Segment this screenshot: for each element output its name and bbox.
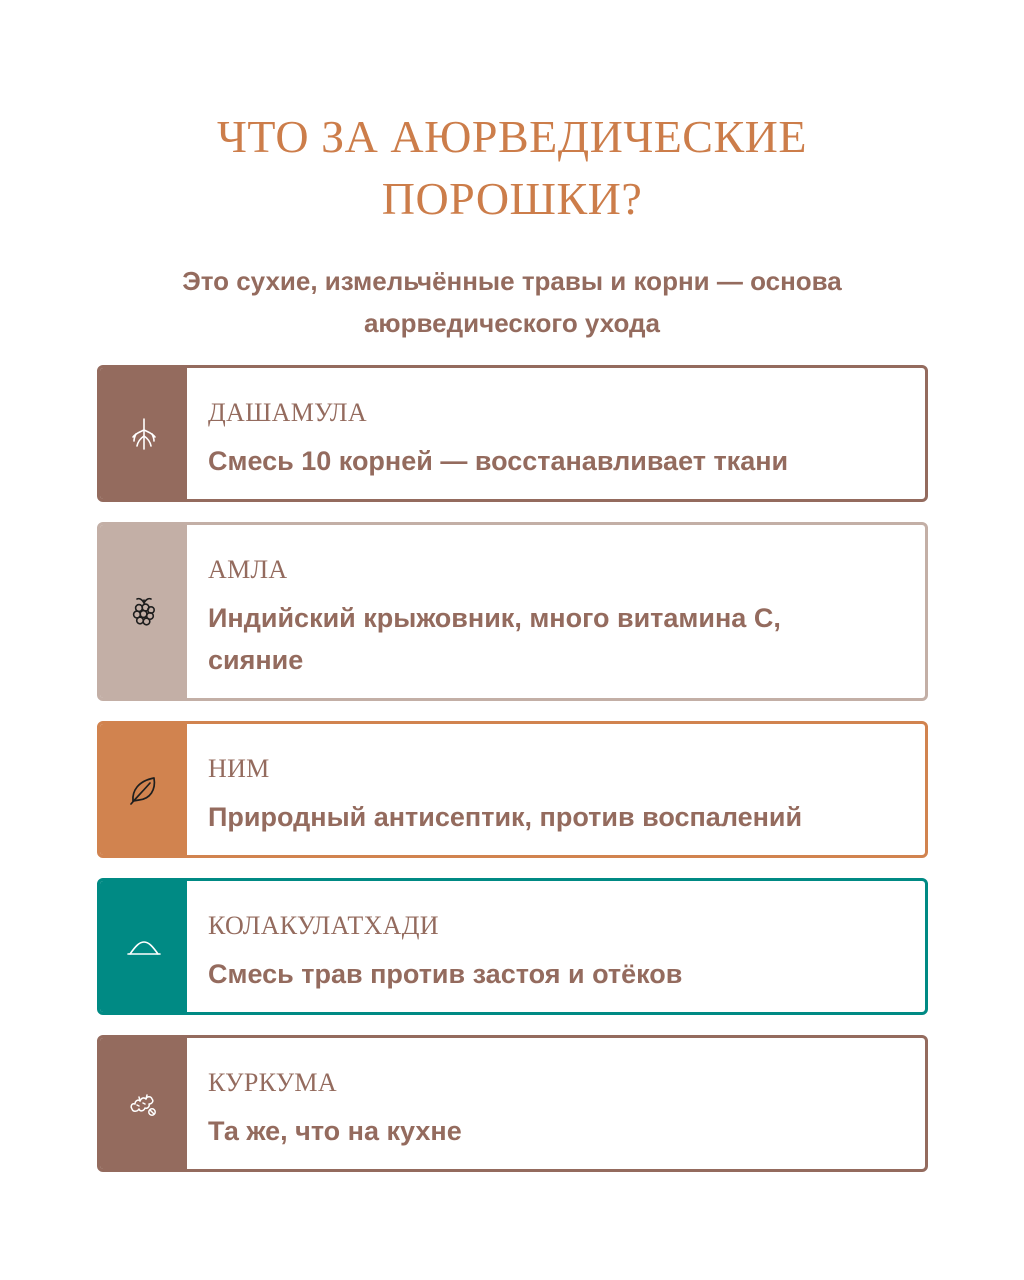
powder-card-kolakulathadi bbox=[97, 878, 928, 1015]
card-title: АМЛА bbox=[208, 555, 288, 584]
page-subtitle-line-2: аюрведического ухода bbox=[363, 308, 661, 338]
card-description-line: Индийский крыжовник, много витамина С, bbox=[208, 603, 781, 633]
roots-icon bbox=[126, 416, 162, 452]
card-description bbox=[208, 953, 885, 995]
powder-card-turmeric bbox=[97, 1035, 928, 1172]
card-description-line: Та же, что на кухне bbox=[208, 1116, 462, 1146]
page-subtitle-line-1: Это сухие, измельчённые травы и корни — основа bbox=[182, 266, 842, 296]
turmeric-root-icon bbox=[126, 1086, 162, 1122]
page-title-line-2: ПОРОШКИ? bbox=[381, 173, 643, 224]
card-title: НИМ bbox=[208, 754, 270, 783]
powder-card-neem bbox=[97, 721, 928, 858]
card-description bbox=[208, 597, 885, 681]
card-title: ДАШАМУЛА bbox=[208, 398, 367, 427]
card-description-line: Смесь 10 корней — восстанавливает ткани bbox=[208, 446, 789, 476]
berry-icon bbox=[126, 594, 162, 630]
card-title: КУРКУМА bbox=[208, 1068, 337, 1097]
card-icon-panel bbox=[100, 525, 187, 698]
card-description bbox=[208, 440, 885, 482]
card-description bbox=[208, 1110, 885, 1152]
leaf-icon bbox=[126, 772, 162, 808]
card-icon-panel bbox=[100, 1038, 187, 1169]
powder-heap-icon bbox=[126, 929, 162, 965]
page-title-line-1: ЧТО ЗА АЮРВЕДИЧЕСКИЕ bbox=[216, 111, 807, 162]
page-title bbox=[0, 106, 1024, 230]
card-description bbox=[208, 796, 885, 838]
card-description-line: Природный антисептик, против воспалений bbox=[208, 802, 803, 832]
card-description-line: сияние bbox=[208, 645, 304, 675]
card-icon-panel bbox=[100, 881, 187, 1012]
card-icon-panel bbox=[100, 368, 187, 499]
powder-card-dashamula bbox=[97, 365, 928, 502]
card-title: КОЛАКУЛАТХАДИ bbox=[208, 911, 439, 940]
powder-card-amla bbox=[97, 522, 928, 701]
card-icon-panel bbox=[100, 724, 187, 855]
page-subtitle bbox=[80, 260, 944, 344]
card-description-line: Смесь трав против застоя и отёков bbox=[208, 959, 683, 989]
